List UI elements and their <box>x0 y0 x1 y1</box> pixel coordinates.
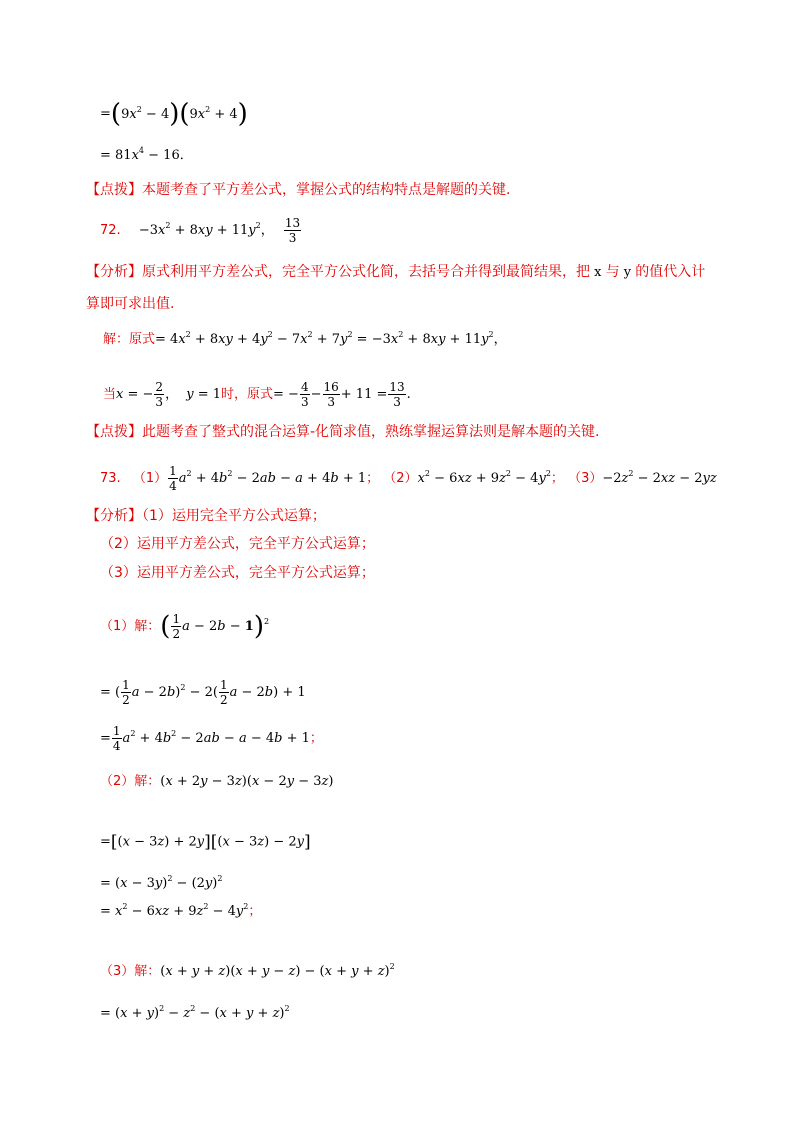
solution-73-3-header: （3）解：$(x + y + z)(x + y - z) - (x + y + z)^2$ <box>100 962 395 979</box>
analysis-73-item-3: （3）运用平方差公式，完全平方公式运算； <box>100 565 375 581</box>
question-73: 73. （1） $\frac{1}{4}$ $a^2 + 4b^2 - 2ab - a + 4b + 1$； $(2)x^2 - 6xz + 9z^2 - 4y^2$； $(3)-2z^2 - 2xz - 2yz$ <box>100 464 717 493</box>
solution-72-line-1: 解：原式= $4x^2 + 8xy + 4y^2 - 7x^2 + 7y^2 = -3x^2 + 8xy + 11y^2$， <box>103 330 507 347</box>
solution-73-2-step-3: = $x^2 - 6xz + 9z^2 - 4y^2$； <box>100 902 262 919</box>
solution-73-1-step-1: = ( $\frac{1}{2}$ a − 2b)$^2$ − 2( $\frac{1}{2}$ a − 2b) + 1 <box>100 678 306 707</box>
question-72: 72. $-3x^2 + 8xy + 11y^2$， $\frac{13}{3}$ <box>100 216 301 245</box>
tip-paragraph-2 <box>86 422 600 442</box>
analysis-label: 【分析】 <box>86 508 142 524</box>
tip-text: 此题考查了整式的混合运算-化简求值，熟练掌握运算法则是解本题的关键. <box>142 424 600 440</box>
tip-text: 本题考查了平方差公式，掌握公式的结构特点是解题的关键. <box>142 182 511 198</box>
analysis-label: 【分析】 <box>86 264 142 280</box>
analysis-73-item-2: （2）运用平方差公式，完全平方公式运算； <box>100 536 375 552</box>
solution-line-1: $=(9x^2 - 4)(9x^2 + 4)$ <box>100 99 248 129</box>
tip-label: 【点拨】 <box>86 424 142 440</box>
solution-73-2-step-1: =[(x − 3z) + 2y][(x − 3z) − 2y] <box>100 832 311 852</box>
solution-73-2-step-2: = $(x - 3y)^2 - (2y)^2$ <box>100 874 223 891</box>
question-number: 73. <box>100 471 121 486</box>
tip-paragraph-1 <box>86 180 510 200</box>
solution-73-1-step-2: = $\frac{1}{4}$ $a^2 + 4b^2 - 2ab - a - 4b + 1$； <box>100 724 323 753</box>
analysis-paragraph-72-cont: 算即可求出值. <box>86 296 175 312</box>
solution-73-1-header: （1）解：( $\frac{1}{2}$ a − 2b − 1)$^2$ <box>100 611 270 642</box>
solution-label: 解：原式 <box>103 332 156 347</box>
tip-label: 【点拨】 <box>86 182 142 198</box>
solution-73-2-header: （2）解：(x + 2y − 3z)(x − 2y − 3z) <box>100 774 334 789</box>
solution-73-3-step-1: = $(x + y)^2 - z^2 - (x + y + z)^2$ <box>100 1004 290 1021</box>
question-number: 72. <box>100 223 121 238</box>
analysis-paragraph-73: 【分析】（1）运用完全平方公式运算； <box>86 508 326 524</box>
analysis-paragraph-72: 【分析】原式利用平方差公式，完全平方公式化简，去括号合并得到最简结果，把 x 与 y 的值代入计 <box>86 264 706 280</box>
solution-line-2: = $81x^4 - 16$． <box>100 146 193 163</box>
solution-72-line-2: 当x = − $\frac{2}{3}$ ， y = 1时，原式= − $\frac{4}{3}$ − $\frac{16}{3}$ + 11 = $\frac{13}{3}$ . <box>103 380 411 409</box>
